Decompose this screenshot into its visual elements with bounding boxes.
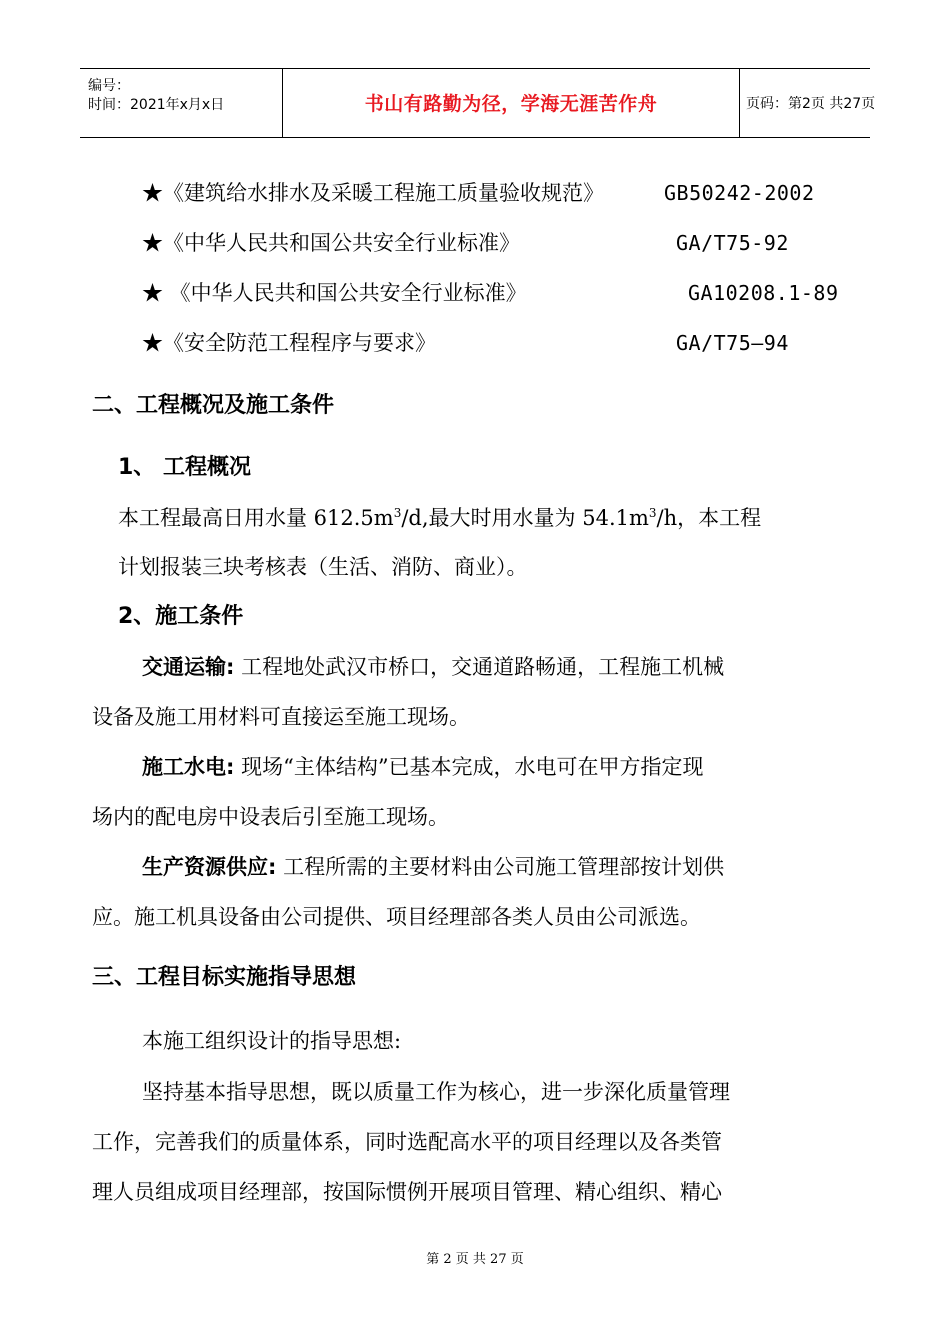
traffic-label: 交通运输: <box>142 655 235 679</box>
standard-name: ★《中华人民共和国公共安全行业标准》 <box>142 231 520 255</box>
guideline-paragraph-line: 理人员组成项目经理部，按国际惯例开展项目管理、精心组织、精心 <box>92 1180 722 1204</box>
standard-code: GA/T75-92 <box>676 231 789 255</box>
standard-code: GB50242-2002 <box>664 181 815 205</box>
document-date: 时间：2021年x月x日 <box>88 97 225 113</box>
header-page-cell <box>740 69 876 137</box>
header-motto: 书山有路勤为径，学海无涯苦作舟 <box>364 93 658 115</box>
section-heading: 二、工程概况及施工条件 <box>92 393 335 418</box>
guideline-paragraph-line: 工作，完善我们的质量体系，同时选配高水平的项目经理以及各类管 <box>92 1130 722 1154</box>
subsection-heading: 1、 工程概况 <box>118 455 251 480</box>
subsection-heading: 2、施工条件 <box>118 604 244 629</box>
supply-paragraph-line: 应。施工机具设备由公司提供、项目经理部各类人员由公司派选。 <box>92 905 701 929</box>
overview-paragraph-line: 计划报装三块考核表（生活、消防、商业）。 <box>118 555 528 579</box>
section-heading: 三、工程目标实施指导思想 <box>92 965 357 990</box>
standard-code: GA10208.1-89 <box>688 281 839 305</box>
header-meta-cell <box>80 69 282 137</box>
traffic-paragraph-line: 设备及施工用材料可直接运至施工现场。 <box>92 705 470 729</box>
guideline-paragraph-line: 本施工组织设计的指导思想: <box>142 1029 402 1053</box>
standard-code: GA/T75—94 <box>676 331 789 355</box>
header-page-info: 页码：第2页 共27页 <box>746 96 876 112</box>
page-footer: 第 2 页 共 27 页 <box>426 1252 524 1267</box>
overview-paragraph-line: 本工程最高日用水量 $612.5m^3/d$,最大时用水量为 $54.1m^3/h$，本工程 <box>118 506 762 530</box>
supply-paragraph-line: 生产资源供应: 工程所需的主要材料由公司施工管理部按计划供 <box>142 855 725 879</box>
traffic-paragraph-line: 交通运输: 工程地处武汉市桥口，交通道路畅通，工程施工机械 <box>142 655 725 679</box>
power-paragraph-line: 施工水电: 现场“主体结构”已基本完成，水电可在甲方指定现 <box>142 755 704 779</box>
page-header <box>80 68 876 138</box>
standard-name: ★《安全防范工程程序与要求》 <box>142 331 436 355</box>
guideline-paragraph-line: 坚持基本指导思想，既以质量工作为核心，进一步深化质量管理 <box>142 1080 730 1104</box>
document-number: 编号： <box>88 78 130 94</box>
power-paragraph-line: 场内的配电房中设表后引至施工现场。 <box>92 805 449 829</box>
header-motto-cell <box>282 69 740 137</box>
supply-label: 生产资源供应: <box>142 855 277 879</box>
standard-name: ★ 《中华人民共和国公共安全行业标准》 <box>142 281 527 305</box>
standard-name: ★《建筑给水排水及采暖工程施工质量验收规范》 <box>142 181 604 205</box>
power-label: 施工水电: <box>142 755 235 779</box>
